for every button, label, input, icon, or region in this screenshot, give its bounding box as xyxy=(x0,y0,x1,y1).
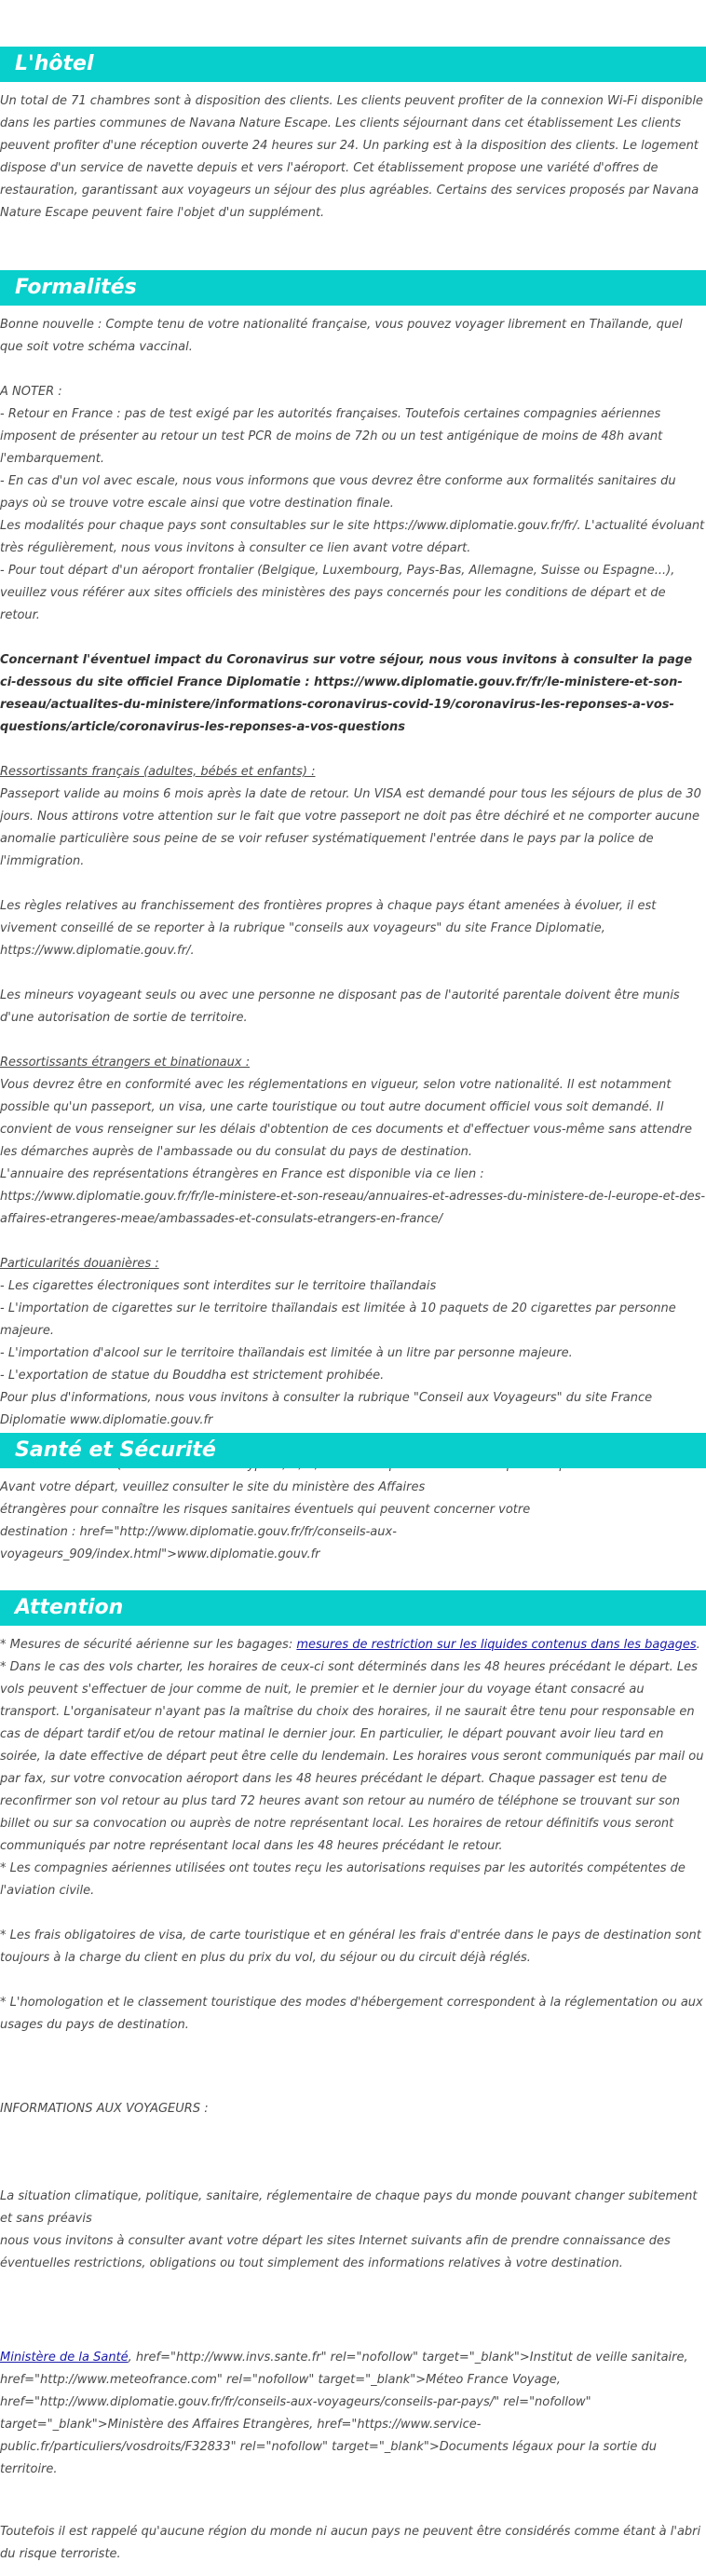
section-header-attention xyxy=(0,1590,706,1626)
ministere-links xyxy=(0,2347,706,2481)
ministere-links-text: , href="http://www.invs.sante.fr" rel="nofollow" target="_blank">Institut de veille sanitaire, href="http://www.meteofrance.com" rel="nofollow" target="_blank">Méteo France Voyage, href="http://www.diplomatie.gouv.fr/fr/conseils-aux-voyageurs/conseils-par-pays/" rel="nofollow" target="_blank">Ministère des Affaires Etrangères, href="https://www.service-public.fr/particuliers/vosdroits/F32833" rel="nofollow" target="_blank">Documents légaux pour la sortie du territoire. xyxy=(0,2351,688,2476)
attention-section-body xyxy=(0,1634,706,2037)
etrangers-text: Vous devrez être en conformité avec les réglementations en vigueur, selon votre nationalité. Il est notamment possible qu'un passeport, un visa, une carte touristique ou tout autre document officiel vous soit demandé. Il convient de vous renseigner sur les délais d'obtention de ces documents et d'effectuer vous-même sans attendre les démarches auprès de l'ambassade ou du consulat du pays de destination. xyxy=(0,1078,692,1159)
formalites-intro: Bonne nouvelle : Compte tenu de votre nationalité française, vous pouvez voyager librement en Thaïlande, quel que soit votre schéma vaccinal. xyxy=(0,318,683,354)
douane-line: - L'exportation de statue du Bouddha est strictement prohibée. xyxy=(0,1369,385,1383)
section-title-attention: Attention xyxy=(15,1596,124,1619)
mesures-suffix: . xyxy=(696,1638,700,1652)
compagnies-text: * Les compagnies aériennes utilisées ont toutes reçu les autorisations requises par les autorités compétentes de l'aviation civile. xyxy=(0,1861,686,1898)
note-line: - Retour en France : pas de test exigé par les autorités françaises. Toutefois certaines compagnies aériennes imposent de présenter au retour un test PCR de moins de 72h ou un test antigénique de moins de 48h avant l'embarquement. xyxy=(0,407,663,466)
section-header-formalites xyxy=(0,270,706,306)
ministere-block xyxy=(0,2347,706,2481)
douane-line: - L'importation de cigarettes sur le territoire thaïlandais est limitée à 10 paquets de 20 cigarettes par personne majeure. xyxy=(0,1302,676,1338)
situation-block xyxy=(0,2186,706,2275)
info-voyageurs-title: INFORMATIONS AUX VOYAGEURS : xyxy=(0,2102,209,2116)
douane-line: - L'importation d'alcool sur le territoire thaïlandais est limitée à un litre par personne majeure. xyxy=(0,1346,573,1360)
regles-text: Les règles relatives au franchissement des frontières propres à chaque pays étant amenées à évoluer, il est vivement conseillé de se reporter à la rubrique "conseils aux voyageurs" du site France Diplomatie, https://www.diplomatie.gouv.fr/. xyxy=(0,899,657,958)
frais-text: * Les frais obligatoires de visa, de carte touristique et en général les frais d'entrée dans le pays de destination sont toujours à la charge du client en plus du prix du vol, du séjour ou du circuit déjà réglés. xyxy=(0,1929,701,1965)
formalites-section-body xyxy=(0,314,706,1477)
section-title-sante: Santé et Sécurité xyxy=(15,1438,216,1462)
homologation-text: * L'homologation et le classement touristique des modes d'hébergement correspondent à la réglementation ou aux usages du pays de destination. xyxy=(0,1996,703,2032)
info-voyageurs-title-block xyxy=(0,2098,706,2120)
mesures-prefix: * Mesures de sécurité aérienne sur les bagages: xyxy=(0,1638,297,1652)
note-line: Les modalités pour chaque pays sont consultables sur le site https://www.diplomatie.gouv.fr/fr/. L'actualité évoluant très régulièrement, nous vous invitons à consulter ce lien avant votre départ. xyxy=(0,519,705,555)
etrangers-title: Ressortissants étrangers et binationaux : xyxy=(0,1056,251,1070)
liquides-restriction-link[interactable]: mesures de restriction sur les liquides contenus dans les bagages xyxy=(296,1638,697,1652)
sante-line: destination : href="http://www.diplomatie.gouv.fr/fr/conseils-aux-voyageurs_909/index.html">www.diplomatie.gouv.fr xyxy=(0,1525,397,1561)
sante-line: Avant votre départ, veuillez consulter le site du ministère des Affaires xyxy=(0,1480,426,1494)
section-header-hotel xyxy=(0,47,706,82)
terror-text: Toutefois il est rappelé qu'aucune région du monde ni aucun pays ne peuvent être considérés comme étant à l'abri du risque terroriste. xyxy=(0,2525,701,2561)
annuaire-text: L'annuaire des représentations étrangères en France est disponible via ce lien : https://www.diplomatie.gouv.fr/fr/le-ministere-et-son-reseau/annuaires-et-adresses-du-ministere-de-l-europe-et-des-affaires-etrangeres-meae/ambassades-et-consulats-etrangers-en-france/ xyxy=(0,1167,706,1226)
covid-notice: Concernant l'éventuel impact du Coronavirus sur votre séjour, nous vous invitons à consulter la page ci-dessous du site officiel France Diplomatie : https://www.diplomatie.gouv.fr/fr/le-ministere-et-son-reseau/actualites-du-ministere/informations-coronavirus-covid-19/coronavirus-les-reponses-a-vos-questions/article/coronavirus-les-reponses-a-vos-questions xyxy=(0,653,693,734)
section-title-hotel: L'hôtel xyxy=(15,52,94,75)
mesures-bagages xyxy=(0,1634,706,1656)
sante-line: étrangères pour connaître les risques sanitaires éventuels qui peuvent concerner votre xyxy=(0,1503,531,1517)
douane-title: Particularités douanières : xyxy=(0,1257,159,1271)
note-line: - Pour tout départ d'un aéroport frontalier (Belgique, Luxembourg, Pays-Bas, Allemagne, Suisse ou Espagne...), veuillez vous référer aux sites officiels des ministères des pays concernés pour les conditions de départ et de retour. xyxy=(0,564,675,622)
sante-section-body xyxy=(0,1477,706,1566)
note-line: - En cas d'un vol avec escale, nous vous informons que vous devrez être conforme aux formalités sanitaires du pays où se trouve votre escale ainsi que votre destination finale. xyxy=(0,474,676,511)
hotel-section-body xyxy=(0,90,706,225)
hotel-description: Un total de 71 chambres sont à disposition des clients. Les clients peuvent profiter de la connexion Wi-Fi disponible dans les parties communes de Navana Nature Escape. Les clients séjournant dans cet établissement Les clients peuvent profiter d'une réception ouverte 24 heures sur 24. Un parking est à la disposition des clients. Le logement dispose d'un service de navette depuis et vers l'aéroport. Cet établissement propose une variété d'offres de restauration, garantissant aux voyageurs un séjour des plus agréables. Certains des services proposés par Navana Nature Escape peuvent faire l'objet d'un supplément. xyxy=(0,94,703,220)
situation-line: nous vous invitons à consulter avant votre départ les sites Internet suivants afin de prendre connaissance des éventuelles restrictions, obligations ou tout simplement des informations relatives à votre destination. xyxy=(0,2234,671,2270)
mineurs-text: Les mineurs voyageant seuls ou avec une personne ne disposant pas de l'autorité parentale doivent être munis d'une autorisation de sortie de territoire. xyxy=(0,988,680,1025)
ressortissants-fr-text: Passeport valide au moins 6 mois après la date de retour. Un VISA est demandé pour tous les séjours de plus de 30 jours. Nous attirons votre attention sur le fait que votre passeport ne doit pas être déchiré et ne comporter aucune anomalie particulière sous peine de se voir refuser systématiquement l'entrée dans le pays par la police de l'immigration. xyxy=(0,787,701,868)
section-header-sante xyxy=(0,1433,706,1468)
terror-block xyxy=(0,2521,706,2566)
douane-line: - Les cigarettes électroniques sont interdites sur le territoire thaïlandais xyxy=(0,1279,437,1293)
situation-line: La situation climatique, politique, sanitaire, réglementaire de chaque pays du monde pouvant changer subitement et sans préavis xyxy=(0,2189,698,2226)
charter-text: * Dans le cas des vols charter, les horaires de ceux-ci sont déterminés dans les 48 heures précédant le départ. Les vols peuvent s'effectuer de jour comme de nuit, le premier et le dernier jour du voyage étant consacré au transport. L'organisateur n'ayant pas la maîtrise du choix des horaires, il ne saurait être tenu pour responsable en cas de départ tardif et/ou de retour matinal le dernier jour. En particulier, le départ pouvant avoir lieu tard en soirée, la date effective de départ peut être celle du lendemain. Les horaires vous seront communiqués par mail ou par fax, sur votre convocation aéroport dans les 48 heures précédant le départ. Chaque passager est tenu de reconfirmer son vol retour au plus tard 72 heures avant son retour au numéro de téléphone se trouvant sur son billet ou sur sa convocation ou auprès de notre représentant local. Les horaires de retour définitifs vous seront communiqués par notre représentant local dans les 48 heures précédant le retour. xyxy=(0,1660,704,1853)
douane-line: Pour plus d'informations, nous vous invitons à consulter la rubrique "Conseil aux Voyageurs" du site France Diplomatie www.diplomatie.gouv.fr xyxy=(0,1391,653,1427)
section-title-formalites: Formalités xyxy=(15,276,137,299)
note-title: A NOTER : xyxy=(0,385,62,399)
ressortissants-fr-title: Ressortissants français (adultes, bébés et enfants) : xyxy=(0,765,316,779)
ministere-sante-link[interactable]: Ministère de la Santé xyxy=(0,2351,129,2365)
